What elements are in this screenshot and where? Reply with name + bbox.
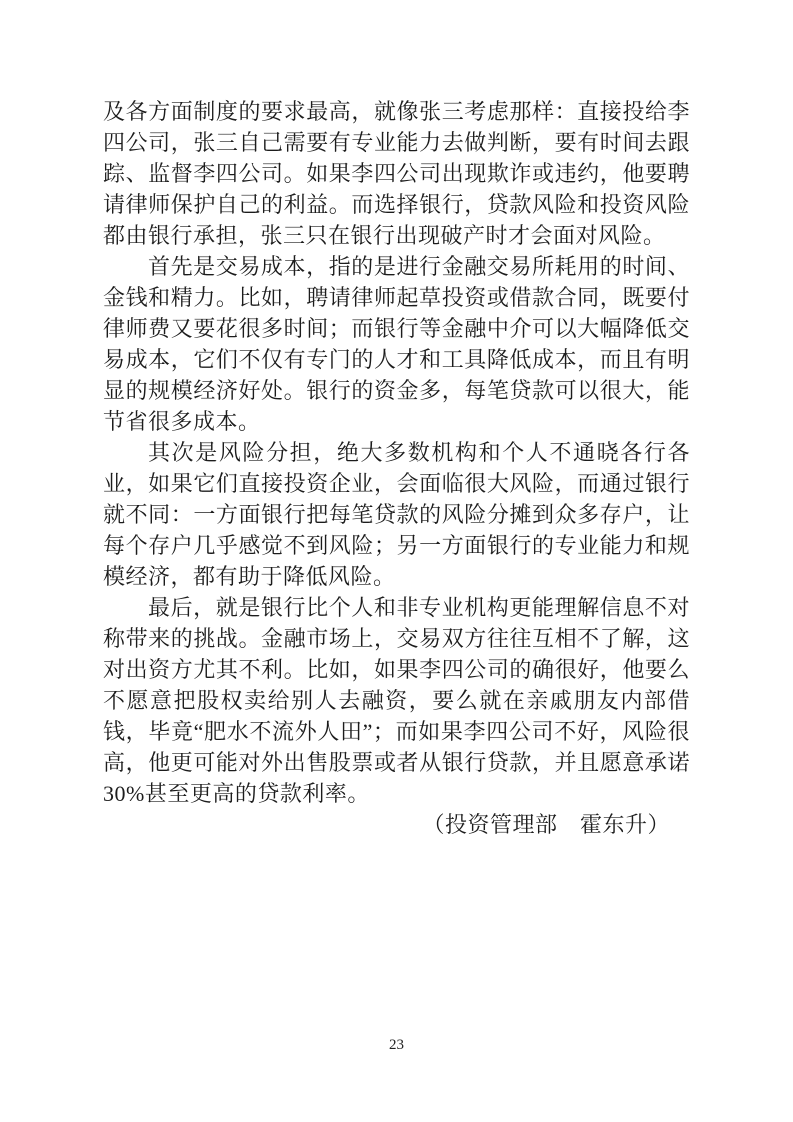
body-paragraph: 首先是交易成本，指的是进行金融交易所耗用的时间、金钱和精力。比如，聘请律师起草投资或借款合同，既要付律师费又要花很多时间；而银行等金融中介可以大幅降低交易成本，它们不仅有专门的人才和工具降低成本，而且有明显的规模经济好处。银行的资金多，每笔贷款可以很大，能节省很多成本。 (103, 254, 690, 434)
page-number: 23 (389, 1037, 404, 1053)
body-paragraph: 及各方面制度的要求最高，就像张三考虑那样：直接投给李四公司，张三自己需要有专业能力去做判断，要有时间去跟踪、监督李四公司。如果李四公司出现欺诈或违约，他要聘请律师保护自己的利益。而选择银行，贷款风险和投资风险都由银行承担，张三只在银行出现破产时才会面对风险。 (103, 99, 690, 248)
body-paragraph: 其次是风险分担，绝大多数机构和个人不通晓各行各业，如果它们直接投资企业，会面临很大风险，而通过银行就不同：一方面银行把每笔贷款的风险分摊到众多存户，让每个存户几乎感觉不到风险；另一方面银行的专业能力和规模经济，都有助于降低风险。 (103, 440, 690, 589)
body-paragraph: 最后，就是银行比个人和非专业机构更能理解信息不对称带来的挑战。金融市场上，交易双方往往互相不了解，这对出资方尤其不利。比如，如果李四公司的确很好，他要么不愿意把股权卖给别人去融资，要么就在亲戚朋友内部借钱，毕竟“肥水不流外人田”；而如果李四公司不好，风险很高，他更可能对外出售股票或者从银行贷款，并且愿意承诺 30%甚至更高的贷款利率。 (103, 595, 690, 806)
signature-line: （投资管理部 霍东升） (422, 812, 670, 837)
text-block (103, 96, 690, 840)
